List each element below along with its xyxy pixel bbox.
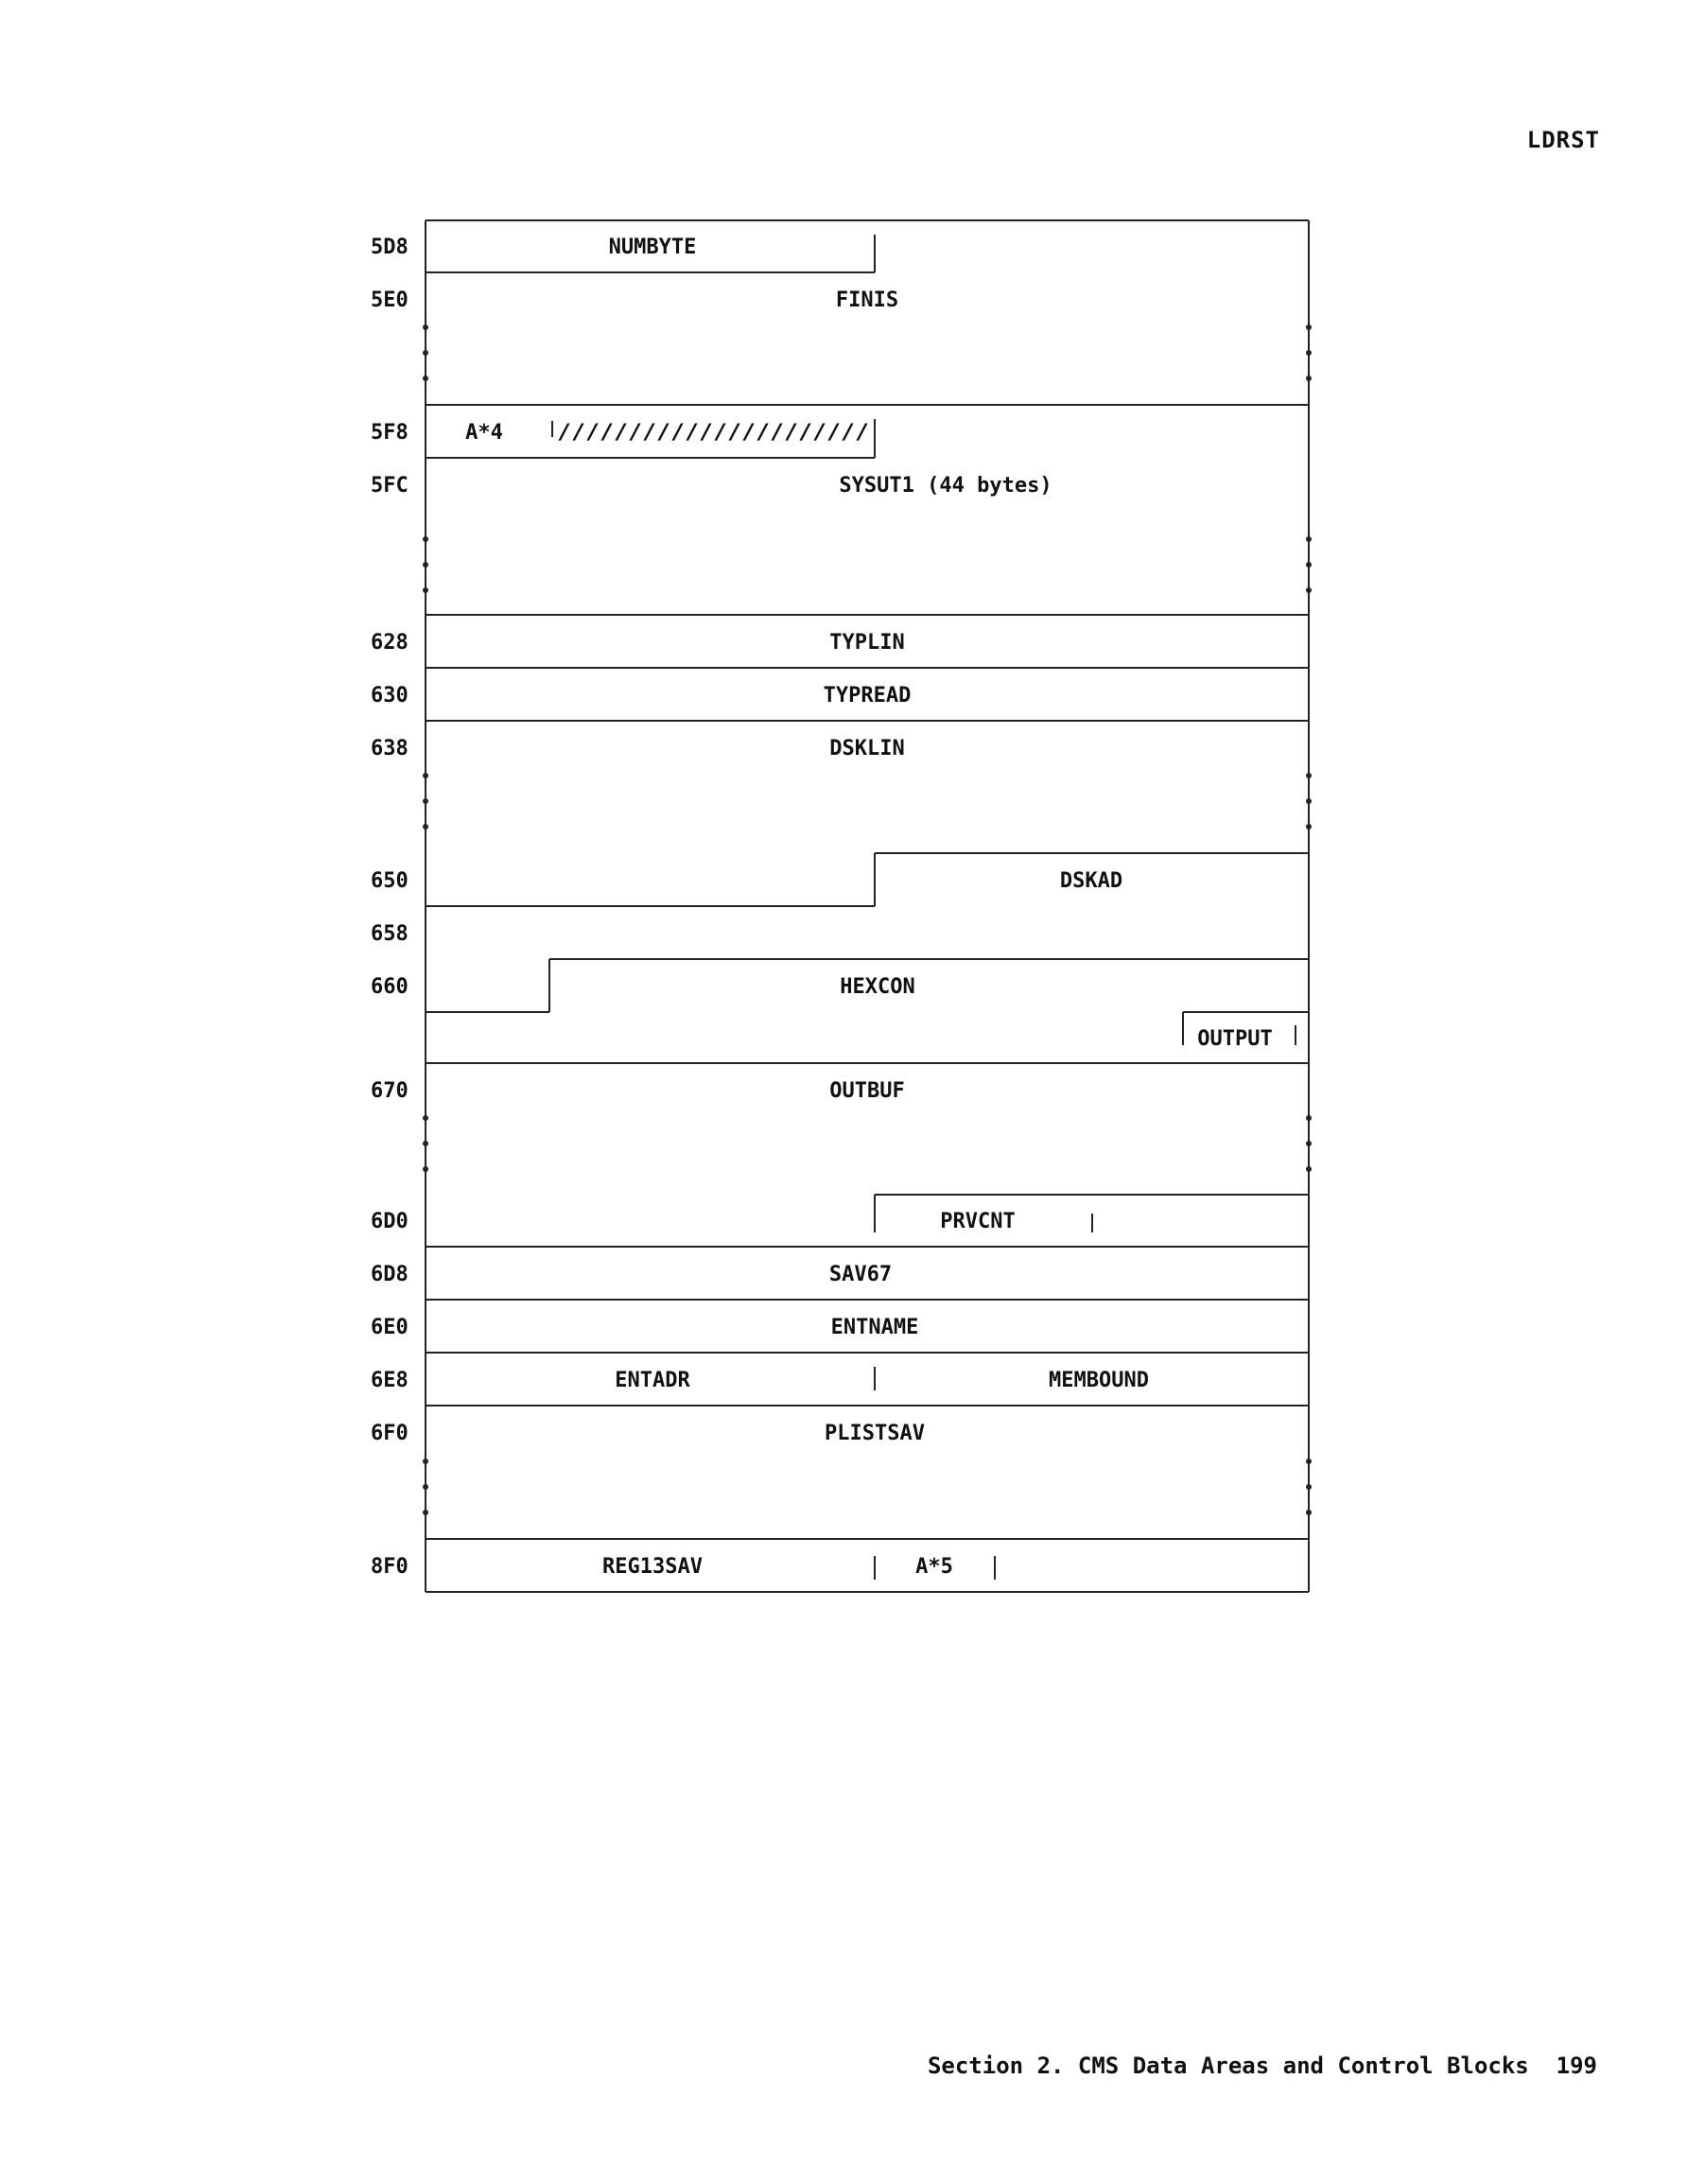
offset-label: 6F0	[371, 1422, 409, 1445]
offset-label: 670	[371, 1079, 409, 1103]
offset-label: 5F8	[371, 421, 409, 445]
offset-label: 6E0	[371, 1316, 409, 1339]
field-name: ENTADR	[615, 1369, 690, 1392]
field-name: DSKLIN	[829, 737, 905, 760]
field-name: SYSUT1 (44 bytes)	[839, 474, 1052, 498]
field-name: OUTBUF	[829, 1079, 905, 1103]
field-name: ENTNAME	[830, 1316, 919, 1339]
offset-label: 6D0	[371, 1210, 409, 1233]
offset-label: 628	[371, 631, 409, 655]
offset-label: 5FC	[371, 474, 409, 498]
field-name: REG13SAV	[602, 1555, 703, 1579]
field-name: TYPREAD	[823, 684, 912, 708]
field-name: PRVCNT	[940, 1210, 1016, 1233]
field-name: MEMBOUND	[1049, 1369, 1149, 1392]
page-number: 199	[1556, 2053, 1597, 2079]
offset-label: 5E0	[371, 288, 409, 312]
field-name: PLISTSAV	[825, 1422, 925, 1445]
offset-label: 630	[371, 684, 409, 708]
field-name: A*4	[465, 421, 503, 445]
field-name: SAV67	[828, 1263, 893, 1286]
field-name: TYPLIN	[829, 631, 905, 655]
field-name: FINIS	[835, 288, 899, 312]
offset-label: 660	[371, 975, 409, 999]
field-name: OUTPUT	[1197, 1027, 1273, 1051]
offset-label: 8F0	[371, 1555, 409, 1579]
page-header: LDRST	[1526, 127, 1600, 153]
field-name: DSKAD	[1059, 869, 1123, 893]
offset-label: 650	[371, 869, 409, 893]
offset-label: 658	[371, 922, 409, 946]
page-footer	[928, 2053, 1597, 2079]
offset-label: 6D8	[371, 1263, 409, 1286]
field-name: NUMBYTE	[608, 236, 697, 259]
reserved-hatch: //////////////////////	[557, 421, 869, 445]
field-name: HEXCON	[840, 975, 915, 999]
offset-label: 5D8	[371, 236, 409, 259]
offset-label: 6E8	[371, 1369, 409, 1392]
field-name: A*5	[915, 1555, 953, 1579]
footer-section-title: Section 2. CMS Data Areas and Control Blocks	[927, 2053, 1529, 2079]
offset-label: 638	[371, 737, 409, 760]
